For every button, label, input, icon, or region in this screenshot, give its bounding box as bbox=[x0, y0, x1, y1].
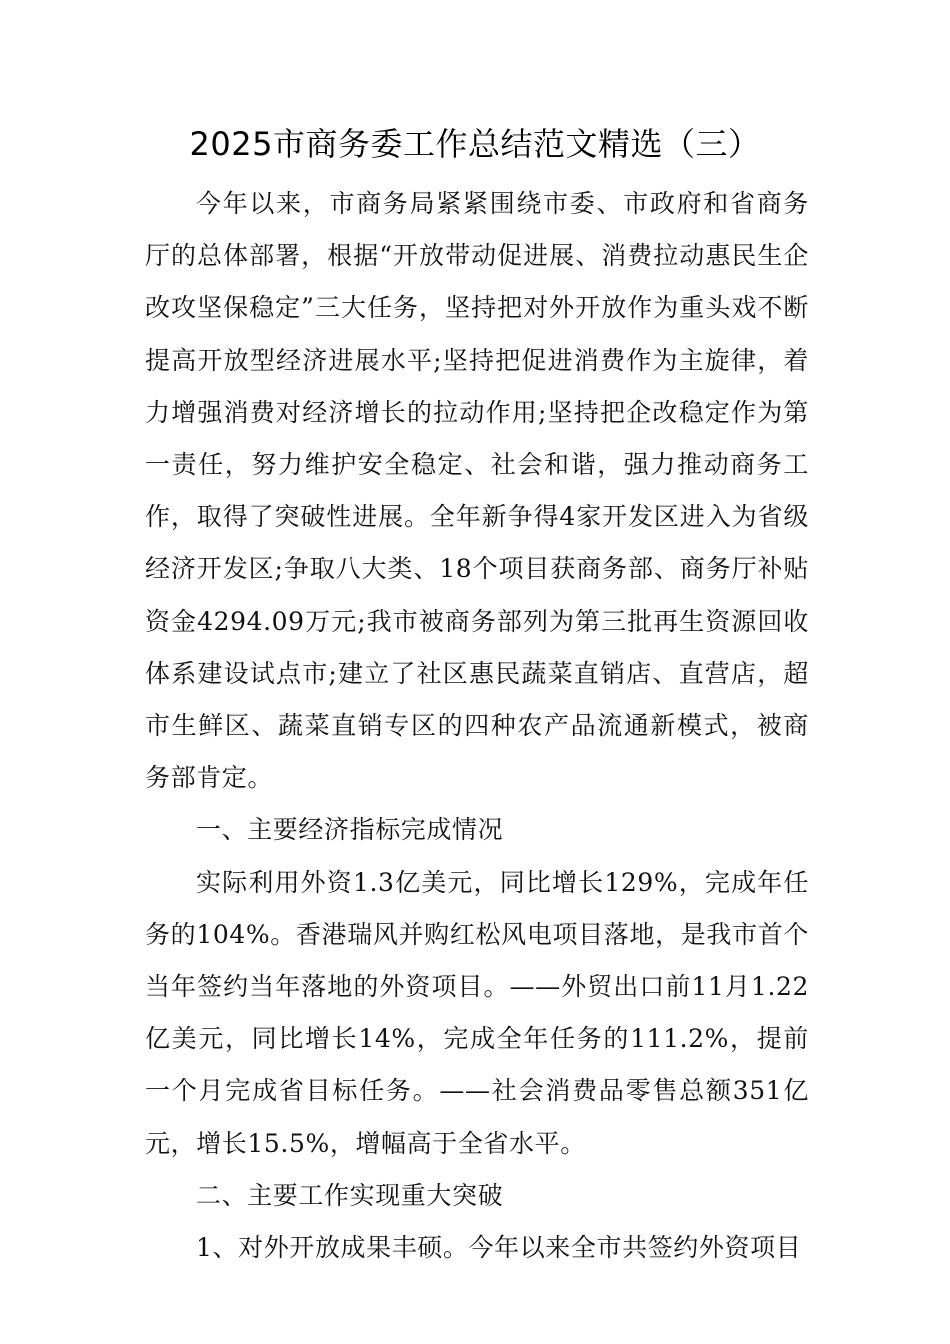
document-title: 2025市商务委工作总结范文精选（三） bbox=[189, 125, 761, 163]
opening-up-paragraph: 1、对外开放成果丰硕。今年以来全市共签约外资项目 bbox=[196, 1233, 802, 1263]
intro-paragraph: 今年以来，市商务局紧紧围绕市委、市政府和省商务厅的总体部署，根据“开放带动促进展、消费拉动惠民生企改攻坚保稳定”三大任务，坚持把对外开放作为重头戏不断提高开放型经济进展水平;坚持把促进消费作为主旋律，着力增强消费对经济增长的拉动作用;坚持把企改稳定作为第一责任，努力维护安全稳定、社会和谐，强力推动商务工作，取得了突破性进展。全年新争得4家开发区进入为省级经济开发区;争取八大类、18个项目获商务部、商务厅补贴资金4294.09万元;我市被商务部列为第三批再生资源回收体系建设试点市;建立了社区惠民蔬菜直销店、直营店，超市生鲜区、蔬菜直销专区的四种农产品流通新模式，被商务部肯定。 bbox=[145, 189, 809, 793]
section-heading-2: 二、主要工作实现重大突破 bbox=[196, 1180, 504, 1210]
document-body bbox=[145, 178, 809, 1274]
indicators-paragraph: 实际利用外资1.3亿美元，同比增长129%，完成年任务的104%。香港瑞风并购红松风电项目落地，是我市首个当年签约当年落地的外资项目。——外贸出口前11月1.22亿美元，同比增长14%，完成全年任务的111.2%，提前一个月完成省目标任务。——社会消费品零售总额351亿元，增长15.5%，增幅高于全省水平。 bbox=[145, 867, 809, 1158]
section-heading-1: 一、主要经济指标完成情况 bbox=[196, 815, 504, 845]
